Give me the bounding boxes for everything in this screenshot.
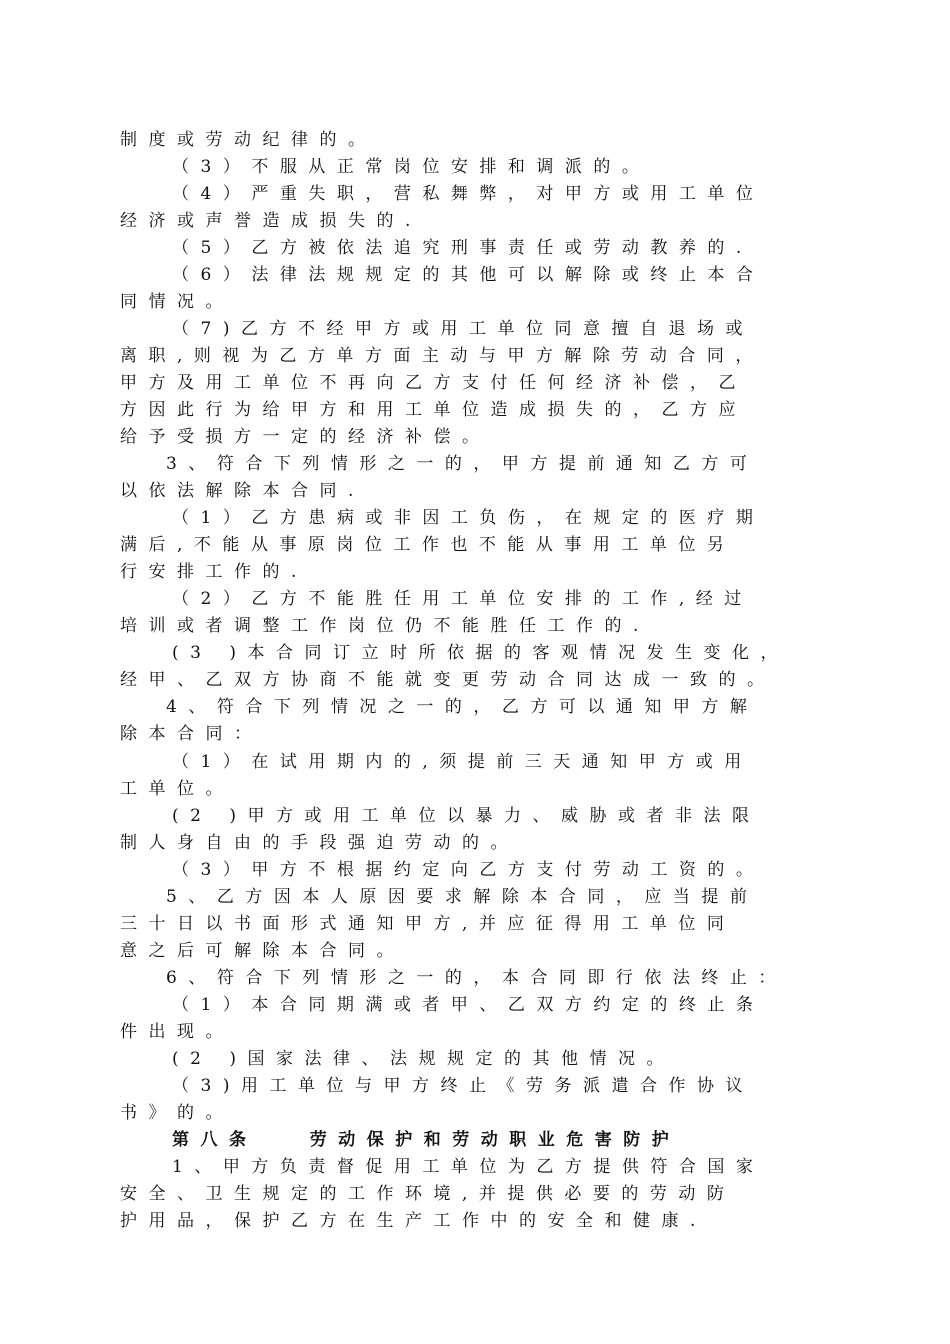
text-line: 6、符合下列情形之一的，本合同即行依法终止：: [166, 968, 787, 988]
text-line: 1、甲方负责督促用工单位为乙方提供符合国家: [172, 1157, 765, 1177]
text-line: 经甲、乙双方协商不能就变更劳动合同达成一致的。: [120, 670, 776, 690]
text-line: (2 )甲方或用工单位以暴力、威胁或者非法限: [172, 806, 761, 826]
text-line: 离职,则视为乙方单方面主动与甲方解除劳动合同，: [120, 346, 764, 366]
text-line: 4、符合下列情况之一的，乙方可以通知甲方解: [166, 697, 759, 717]
text-line: （5）乙方被依法追究刑事责任或劳动教养的.: [172, 238, 753, 258]
text-line: 同情况。: [120, 292, 234, 312]
text-line: （4）严重失职，营私舞弊，对甲方或用工单位: [172, 184, 765, 204]
text-line: （3）甲方不根据约定向乙方支付劳动工资的。: [172, 860, 765, 880]
text-line: 安全、卫生规定的工作环境,并提供必要的劳动防: [120, 1184, 736, 1204]
text-line: (2 )国家法律、法规规定的其他情况。: [172, 1049, 675, 1069]
text-line: （1）在试用期内的,须提前三天通知甲方或用: [172, 752, 753, 772]
text-line: （3）不服从正常岗位安排和调派的。: [172, 157, 651, 177]
text-line: 意之后可解除本合同。: [120, 941, 405, 961]
text-line: （2）乙方不能胜任用工单位安排的工作,经过: [172, 589, 753, 609]
section-heading: 第八条 劳动保护和劳动职业危害防护: [172, 1130, 681, 1150]
text-line: （6）法律法规规定的其他可以解除或终止本合: [172, 265, 765, 285]
text-line: 件出现。: [120, 1022, 234, 1042]
text-line: 甲方及用工单位不再向乙方支付任何经济补偿，乙: [120, 373, 747, 393]
text-line: 5、乙方因本人原因要求解除本合同，应当提前: [166, 887, 759, 907]
text-line: 培训或者调整工作岗位仍不能胜任工作的.: [120, 616, 650, 636]
text-line: 给予受损方一定的经济补偿。: [120, 427, 491, 447]
text-line: (3 )本合同订立时所依据的客观情况发生变化，: [172, 643, 789, 663]
text-line: 三十日以书面形式通知甲方,并应征得用工单位同: [120, 914, 736, 934]
text-line: 工单位。: [120, 779, 234, 799]
text-line: 制度或劳动纪律的。: [120, 130, 377, 150]
text-line: 满后,不能从事原岗位工作也不能从事用工单位另: [120, 535, 736, 555]
text-line: 3、符合下列情形之一的，甲方提前通知乙方可: [166, 454, 759, 474]
text-line: （7)乙方不经甲方或用工单位同意擅自退场或: [172, 319, 754, 339]
text-line: 经济或声誉造成损失的.: [120, 211, 422, 231]
text-line: 方因此行为给甲方和用工单位造成损失的，乙方应: [120, 400, 747, 420]
text-line: （1）乙方患病或非因工负伤，在规定的医疗期: [172, 508, 765, 528]
text-line: 书》的。: [120, 1103, 234, 1123]
text-line: （1）本合同期满或者甲、乙双方约定的终止条: [172, 995, 765, 1015]
text-line: 以依法解除本合同.: [120, 481, 365, 501]
text-line: 除本合同：: [120, 724, 263, 744]
text-line: （3)用工单位与甲方终止《劳务派遣合作协议: [172, 1076, 754, 1096]
text-line: 护用品，保护乙方在生产工作中的安全和健康.: [120, 1211, 707, 1231]
text-line: 制人身自由的手段强迫劳动的。: [120, 833, 519, 853]
text-line: 行安排工作的.: [120, 562, 308, 582]
